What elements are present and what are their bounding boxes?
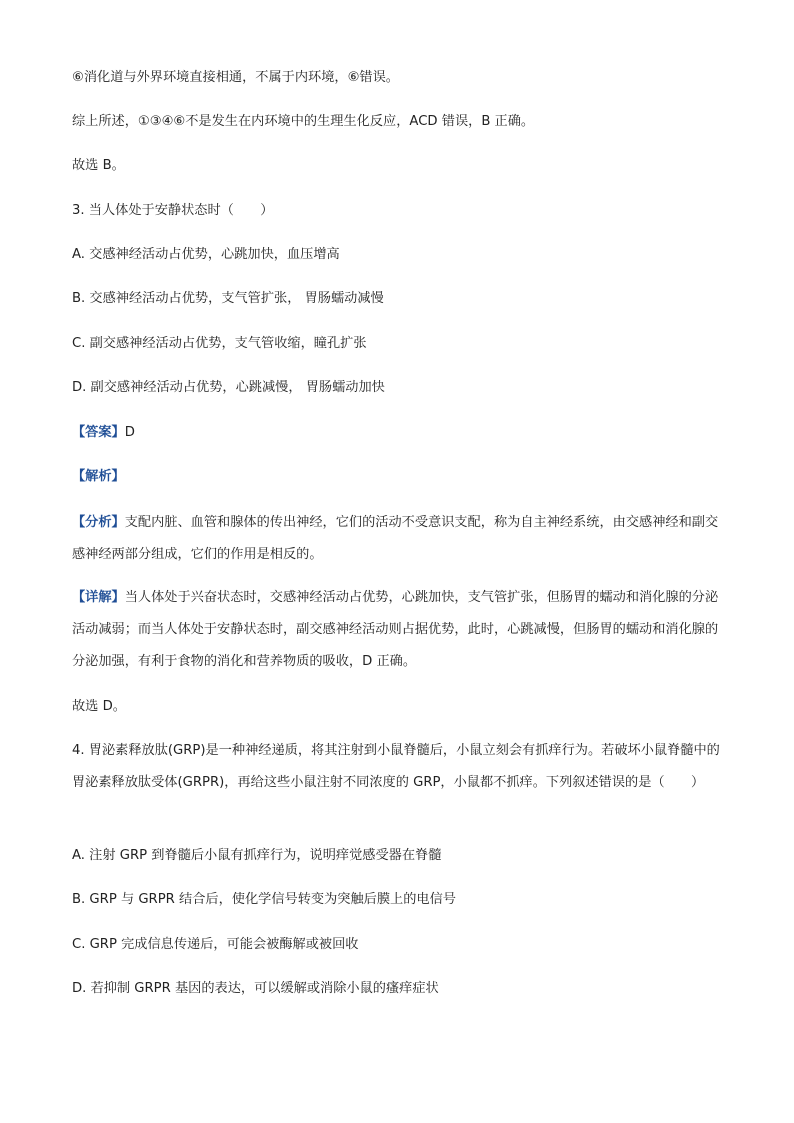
question-4-option-c: C. GRP 完成信息传递后，可能会被酶解或被回收	[72, 937, 359, 952]
text-line: ⑥消化道与外界环境直接相通，不属于内环境，⑥错误。	[72, 70, 399, 85]
xiangjie-text: 当人体处于兴奋状态时，交感神经活动占优势，心跳加快，支气管扩张，但肠胃的蠕动和消化腺的分泌活动减弱；而当人体处于安静状态时，副交感神经活动则占据优势，此时，心跳减慢，但肠胃的蠕动和消化腺的分泌加强，有利于食物的消化和营养物质的吸收，D 正确。	[72, 590, 719, 669]
question-4-option-a: A. 注射 GRP 到脊髓后小鼠有抓痒行为，说明痒觉感受器在脊髓	[72, 848, 442, 863]
question-3-option-a: A. 交感神经活动占优势，心跳加快，血压增高	[72, 247, 340, 262]
xiangjie-tag: 【详解】	[72, 590, 125, 605]
xiangjie-paragraph	[72, 582, 722, 678]
question-3-conclusion: 故选 D。	[72, 699, 126, 714]
question-3-option-c: C. 副交感神经活动占优势，支气管收缩，瞳孔扩张	[72, 336, 367, 351]
fenxi-text: 支配内脏、血管和腺体的传出神经，它们的活动不受意识支配，称为自主神经系统，由交感神经和副交感神经两部分组成，它们的作用是相反的。	[72, 515, 719, 562]
fenxi-tag: 【分析】	[72, 515, 125, 530]
text-line: 故选 B。	[72, 158, 125, 173]
analysis-heading	[72, 467, 722, 487]
text-line: 综上所述，①③④⑥不是发生在内环境中的生理生化反应，ACD 错误，B 正确。	[72, 114, 535, 129]
fenxi-paragraph	[72, 507, 722, 571]
answer-line	[72, 423, 722, 443]
question-4-option-b: B. GRP 与 GRPR 结合后，使化学信号转变为突触后膜上的电信号	[72, 892, 456, 907]
answer-tag: 【答案】	[72, 425, 125, 440]
question-3-option-d: D. 副交感神经活动占优势，心跳减慢， 胃肠蠕动加快	[72, 380, 385, 395]
answer-value: D	[124, 425, 135, 440]
question-3-stem: 3. 当人体处于安静状态时（ ）	[72, 203, 274, 218]
analysis-tag: 【解析】	[72, 469, 125, 484]
question-3-option-b: B. 交感神经活动占优势，支气管扩张， 胃肠蠕动减慢	[72, 291, 384, 306]
question-4-stem: 4. 胃泌素释放肽(GRP)是一种神经递质，将其注射到小鼠脊髓后，小鼠立刻会有抓痒行为。若破坏小鼠脊髓中的胃泌素释放肽受体(GRPR)，再给这些小鼠注射不同浓度的 GRP，小鼠都不抓痒。下列叙述错误的是（ ）	[72, 743, 720, 790]
question-4-option-d: D. 若抑制 GRPR 基因的表达，可以缓解或消除小鼠的瘙痒症状	[72, 981, 439, 996]
